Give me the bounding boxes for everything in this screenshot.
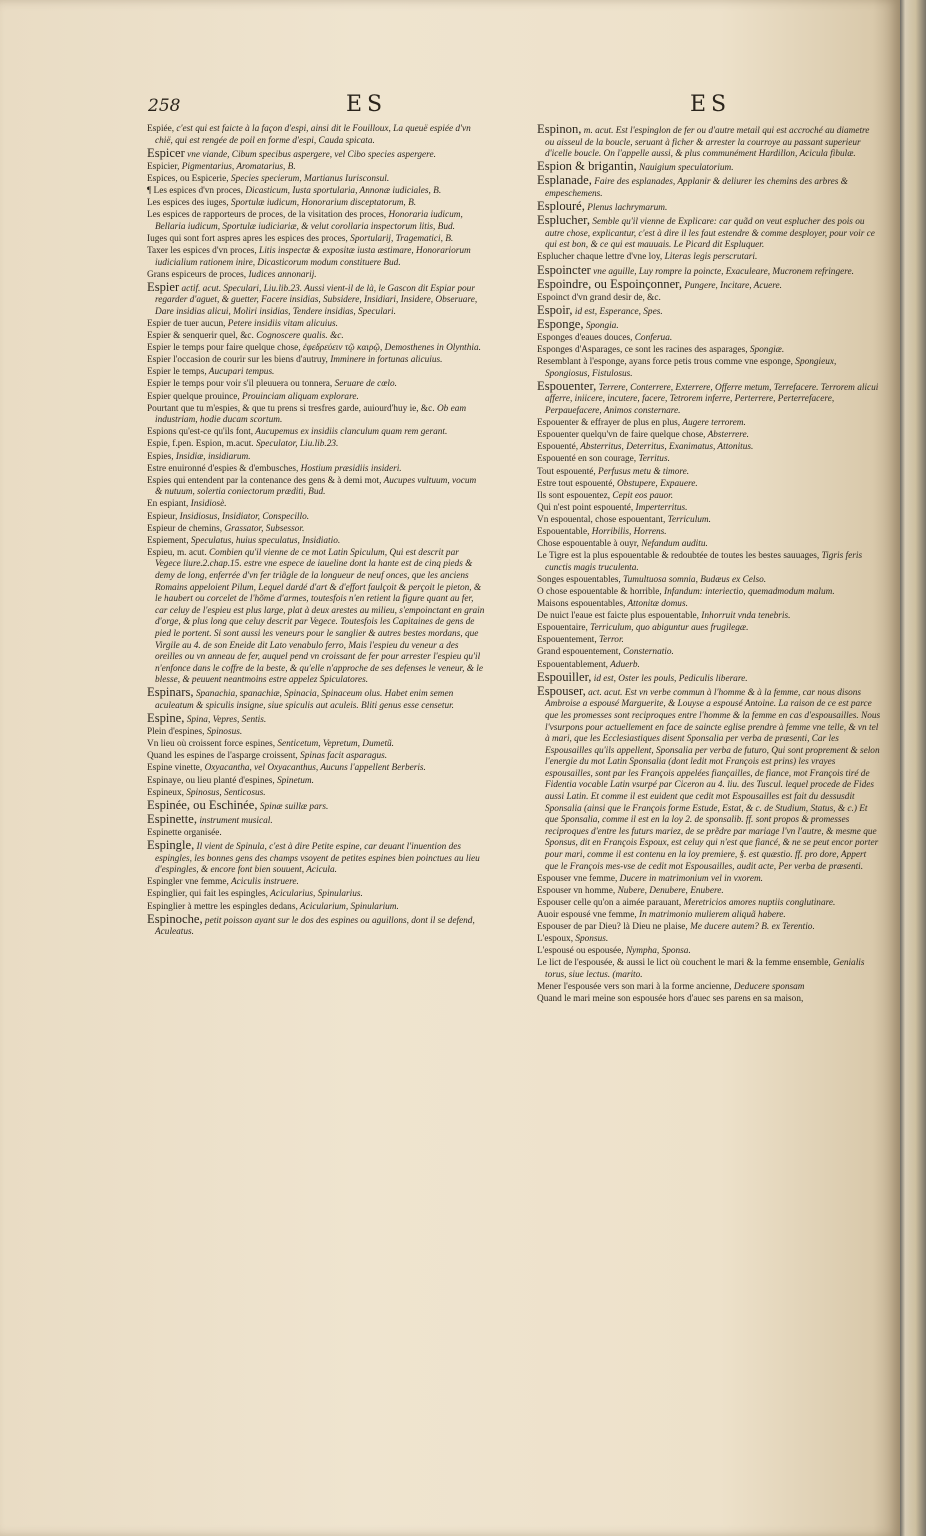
entry-headword: Espies,: [147, 451, 174, 462]
entry-definition: Deducere sponsam: [731, 982, 805, 993]
entry-definition: m. acut. Est l'espinglon de fer ou d'autre metail qui est accroché au diametre ou aisseul de la boucle, seruant à ficher & arrester la courroye au passant superieur d'icelle boucle. On l'appelle aussi, & plus communément Hardillon, Acicula fibulæ.: [545, 126, 870, 160]
entry-headword: Espinon,: [537, 124, 582, 136]
dictionary-entry: [147, 776, 485, 788]
entry-headword: Espouser vne femme,: [537, 873, 618, 884]
dictionary-entry: [147, 811, 485, 828]
dictionary-entry: [147, 439, 485, 451]
entry-definition: Iudices annonarij.: [246, 269, 317, 280]
entry-headword: Taxer les espices d'vn proces,: [147, 245, 257, 256]
entry-headword: Grand espouentement,: [537, 647, 621, 658]
dictionary-entry: [537, 874, 881, 886]
entry-headword: Esplanade,: [537, 173, 592, 188]
entry-definition: In matrimonio mulierem aliquã habere.: [636, 910, 786, 920]
entry-headword: Le lict de l'espousée, & aussi le lict où couchent le mari & la femme ensemble,: [537, 958, 831, 969]
entry-definition: Plenus lachrymarum.: [584, 203, 668, 214]
dictionary-entry: [537, 316, 881, 333]
entry-headword: Espouser celle qu'on a aimée parauant,: [537, 897, 682, 908]
entry-definition: Nubere, Denubere, Enubere.: [615, 885, 724, 896]
dictionary-entry: [147, 739, 485, 751]
entry-headword: Esplucher chaque lettre d'vne loy,: [537, 252, 663, 263]
entry-definition: Ob eam industriam, hodie ducam scortum.: [155, 403, 467, 426]
entry-definition: Terriculum.: [665, 514, 711, 525]
entry-headword: Estre tout espouenté,: [537, 478, 615, 489]
entry-definition: Augere terrorem.: [680, 418, 746, 429]
entry-headword: Espoir,: [537, 302, 573, 317]
entry-definition: Senticetum, Vepretum, Dumetũ.: [275, 739, 394, 750]
entry-headword: Espie, f.pen. Espion, m.acut.: [147, 439, 254, 450]
entry-headword: Espineux,: [147, 787, 184, 798]
dictionary-entry: [537, 683, 881, 874]
entry-headword: Le Tigre est la plus espouentable & redoubtée de toutes les bestes sauuages,: [537, 551, 820, 562]
entry-definition: Literas legis perscrutari.: [662, 252, 758, 263]
dictionary-entry: [147, 270, 485, 282]
dictionary-entry: [147, 343, 485, 355]
entry-headword: Pourtant que tu m'espies, & que tu prens si tresfres garde, auiourd'huy ie, &c.: [147, 403, 435, 414]
entry-headword: Espine vinette,: [147, 763, 203, 774]
entry-headword: Espouenter & effrayer de plus en plus,: [537, 418, 681, 429]
dictionary-entry: [147, 162, 485, 174]
dictionary-entry: [147, 452, 485, 464]
dictionary-entry: [147, 145, 485, 162]
entry-headword: Espier quelque prouince,: [147, 391, 240, 402]
entry-definition: Aduerb.: [608, 659, 640, 670]
dictionary-entry: [147, 687, 485, 712]
dictionary-entry: [537, 515, 881, 527]
entry-definition: Insidiæ, insidiarum.: [173, 451, 251, 462]
dictionary-entry: [147, 367, 485, 379]
dictionary-entry: [147, 427, 485, 439]
dictionary-entry: [537, 669, 881, 686]
dictionary-entry: [537, 958, 881, 981]
dictionary-entry: [147, 355, 485, 367]
entry-definition: Spinosus, Senticosus.: [183, 787, 266, 798]
dictionary-entry: [147, 476, 485, 499]
entry-headword: Mener l'espousée vers son mari à la forme ancienne,: [537, 982, 732, 993]
entry-headword: Espinée, ou Eschinée,: [147, 797, 258, 812]
dictionary-entry: [147, 464, 485, 476]
entry-headword: Espier & senquerir quel, &c.: [147, 331, 254, 342]
entry-headword: Quand les espines de l'asparge croissent,: [147, 751, 298, 762]
entry-headword: En espiant,: [147, 499, 189, 510]
entry-definition: Sportularij, Tragematici, B.: [347, 233, 454, 244]
entry-definition: Obstupere, Expauere.: [614, 478, 698, 489]
entry-headword: L'espousé ou espousée,: [537, 946, 624, 957]
dictionary-entry: [147, 186, 485, 198]
dictionary-entry: [147, 877, 485, 889]
entry-definition: Semble qu'il vienne de Explicare: car quãd on veut esplucher des pois ou autre chose, explicantur, c'est à dire il les faut estendre & comme desployer, pour voir ce qui est bon, & ce qui est mauuais. Le Picard dit Espluquer.: [545, 217, 875, 251]
entry-headword: Auoir espousé vne femme,: [537, 910, 637, 920]
dictionary-entry: [537, 479, 881, 491]
entry-headword: Esponges d'Asparages, ce sont les racines des asparages,: [537, 345, 748, 356]
entry-headword: Espingle,: [147, 838, 195, 853]
entry-headword: Espions qu'est-ce qu'ils font,: [147, 427, 254, 438]
entry-headword: Ils sont espouentez,: [537, 490, 611, 501]
dictionary-entry: [147, 246, 485, 269]
entry-definition: Meretricios amores nuptiis conglutinare.: [681, 897, 836, 908]
entry-definition: Aucupemus ex insidiis clanculum quam rem gerant.: [253, 427, 448, 438]
entry-definition: Consternatio.: [620, 647, 674, 658]
entry-headword: Espieur de chemins,: [147, 523, 223, 534]
entry-headword: Espinaye, ou lieu planté d'espines,: [147, 775, 275, 786]
entry-definition: Spinæ suillæ pars.: [257, 801, 329, 812]
dictionary-entry: [147, 536, 485, 548]
entry-definition: Me ducere autem? B. ex Terentio.: [687, 922, 815, 933]
entry-definition: Tumultuosa somnia, Budæus ex Celso.: [620, 574, 767, 585]
entry-headword: Espouenté en son courage,: [537, 454, 637, 465]
entry-headword: Qui n'est point espouenté,: [537, 502, 634, 513]
entry-definition: Cognoscere qualis. &c.: [253, 331, 344, 342]
entry-definition: Spina, Vepres, Sentis.: [184, 715, 267, 726]
entry-definition: Nauigium speculatorium.: [636, 163, 734, 174]
entry-headword: Espinette organisée.: [147, 827, 222, 838]
entry-headword: Espicer: [147, 145, 185, 160]
entry-headword: Estre enuironné d'espies & d'embusches,: [147, 463, 299, 474]
entry-definition: Dicasticum, Iusta sportularia, Annonæ iudiciales, B.: [243, 185, 442, 196]
dictionary-entry: [537, 934, 881, 946]
dictionary-entry: [537, 635, 881, 647]
entry-headword: Resemblant à l'esponge, ayans force petis trous comme vne esponge,: [537, 357, 793, 368]
dictionary-entry: [147, 797, 485, 814]
entry-definition: Absterrere.: [705, 430, 750, 441]
entry-headword: Espoindre, ou Espoinçonner,: [537, 276, 682, 291]
entry-definition: Genialis torus, siue lectus. (marito.: [545, 958, 865, 980]
entry-headword: Maisons espouentables,: [537, 599, 626, 610]
dictionary-entry: [147, 548, 485, 687]
dictionary-entry: [537, 527, 881, 539]
dictionary-entry: [537, 357, 881, 380]
dictionary-entry: [147, 234, 485, 246]
dictionary-entry: [147, 404, 485, 427]
entry-headword: Espouentaire,: [537, 623, 588, 634]
entry-headword: Espouenter,: [537, 378, 597, 393]
entry-headword: ¶ Les espices d'vn proces,: [147, 185, 243, 196]
entry-definition: Pigmentarius, Aromatarius, B.: [179, 161, 296, 172]
page-number: 258: [148, 96, 181, 116]
entry-definition: Inhorruit vnda tenebris.: [698, 611, 791, 622]
entry-definition: Hostium præsidiis insideri.: [298, 463, 402, 474]
entry-definition: Horribilis, Horrens.: [589, 527, 667, 537]
entry-headword: L'espoux,: [537, 934, 574, 945]
entry-headword: Tout espouenté,: [537, 466, 596, 477]
entry-headword: Espinglier, qui fait les espingles,: [147, 889, 268, 900]
dictionary-entry: [537, 587, 881, 599]
dictionary-entry: [537, 276, 881, 293]
entry-headword: Espinoche,: [147, 911, 203, 926]
entry-headword: Espieu, m. acut.: [147, 547, 207, 558]
entry-definition: Oxyacantha, vel Oxyacanthus, Aucuns l'appellent Berberis.: [202, 763, 426, 774]
entry-headword: Iuges qui sont fort aspres apres les espices des proces,: [147, 233, 348, 244]
entry-headword: Espier le temps pour voir s'il pleuuera ou tonnera,: [147, 379, 333, 390]
facing-page-edge: [900, 0, 926, 1536]
entry-definition: Spanachia, spanachiæ, Spinacia, Spinaceum olus. Habet enim semen aculeatum & spiculis insigne, siue spiculis aut aculeis. Bliti genus esse censetur.: [155, 689, 455, 711]
entry-definition: Grassator, Subsessor.: [222, 523, 305, 534]
entry-headword: Espier de tuer aucun,: [147, 319, 226, 329]
dictionary-entry: [537, 345, 881, 357]
entry-definition: Aucupari tempus.: [206, 367, 275, 378]
entry-definition: Terrere, Conterrere, Exterrere, Offerre metum, Terrefacere. Terrorem alicui afferre, iniicere, incutere, facere, Tetrorem inferre, Perterrere, Perterrefacere, Perpauefacere, Animos consternare.: [545, 382, 879, 417]
entry-headword: Espoincter: [537, 262, 591, 277]
dictionary-entry: [537, 378, 881, 418]
entry-headword: Espices, ou Espicerie,: [147, 173, 229, 184]
entry-headword: Espouenté,: [537, 442, 579, 453]
entry-definition: Spinetum.: [274, 775, 314, 786]
entry-definition: Terriculum, quo abiguntur aues frugilegæ.: [587, 623, 749, 634]
entry-definition: Seruare de cœlo.: [332, 379, 397, 390]
entry-headword: Vn espouental, chose espouentant,: [537, 514, 666, 525]
dictionary-entry: [537, 982, 881, 994]
entry-headword: Les espices de rapporteurs de proces, de la visitation des proces,: [147, 210, 387, 221]
entry-headword: Espion & brigantin,: [537, 159, 637, 174]
dictionary-entry: [147, 524, 485, 536]
dictionary-entry: [147, 828, 485, 840]
entry-headword: Espouenter quelqu'vn de faire quelque chose,: [537, 430, 706, 441]
dictionary-entry: [147, 499, 485, 511]
entry-definition: Nympha, Sponsa.: [623, 946, 691, 957]
entry-headword: Chose espouentable à ouyr,: [537, 539, 639, 550]
dictionary-entry: [537, 333, 881, 345]
entry-headword: Espinglier à mettre les espingles dedans,: [147, 901, 298, 912]
dictionary-entry: [537, 302, 881, 319]
entry-definition: Imminere in fortunas alicuius.: [327, 355, 443, 366]
entry-headword: Esponge,: [537, 316, 584, 331]
entry-definition: ἐφεδρεύειν τῷ καιρῷ, Demosthenes in Olynthia.: [300, 343, 481, 354]
entry-headword: Espine,: [147, 711, 185, 726]
dictionary-entry: [537, 442, 881, 454]
dictionary-entry: [537, 539, 881, 551]
entry-definition: Infandum: interiectio, quemadmodum malum.: [661, 586, 835, 597]
dictionary-entry: [147, 911, 485, 939]
dictionary-entry: [147, 279, 485, 319]
entry-definition: id est, Esperance, Spes.: [572, 306, 663, 317]
dictionary-entry: [537, 454, 881, 466]
entry-headword: Espiement,: [147, 535, 189, 546]
entry-definition: Spongieux, Spongiosus, Fistulosus.: [545, 357, 837, 379]
dictionary-entry: [537, 503, 881, 515]
entry-headword: Espieur,: [147, 511, 178, 522]
entry-definition: Terror.: [596, 635, 624, 646]
entry-headword: Vn lieu où croissent force espines,: [147, 739, 276, 750]
entry-headword: Grans espiceurs de proces,: [147, 269, 247, 280]
dictionary-entry: [147, 392, 485, 404]
entry-definition: Attonitæ domus.: [625, 599, 688, 610]
entry-headword: Espouser,: [537, 683, 586, 698]
entry-definition: instrument musical.: [197, 815, 273, 826]
entry-headword: Espingler vne femme,: [147, 877, 229, 888]
dictionary-entry: [147, 889, 485, 901]
entry-headword: Espoinct d'vn grand desir de, &c.: [537, 292, 661, 303]
dictionary-entry: [147, 174, 485, 186]
page-header: [0, 92, 900, 122]
entry-headword: Espouentable,: [537, 527, 590, 537]
entry-headword: Espinette,: [147, 811, 198, 826]
dictionary-entry: [147, 751, 485, 763]
dictionary-entry: [537, 215, 881, 252]
entry-definition: Imperterritus.: [633, 502, 688, 513]
entry-definition: Spinosus.: [204, 727, 243, 738]
entry-definition: Insidiosus, Insidiator, Conspecillo.: [177, 511, 310, 522]
dictionary-entry: [537, 418, 881, 430]
dictionary-entry: [147, 840, 485, 877]
entry-headword: Espouentablement,: [537, 659, 608, 670]
entry-definition: Acicularium, Spinularium.: [297, 901, 399, 912]
dictionary-entry: [537, 293, 881, 305]
entry-headword: Espicier,: [147, 161, 180, 172]
entry-definition: id est, Oster les pouls, Pediculis liberare.: [591, 673, 748, 684]
entry-definition: Prouinciam aliquam explorare.: [239, 391, 359, 402]
dictionary-entry: [147, 210, 485, 233]
entry-definition: Spinas facit asparagus.: [297, 751, 388, 762]
entry-definition: Insidiosè.: [188, 499, 227, 510]
entry-headword: Espier le temps,: [147, 367, 207, 378]
entry-definition: Spongiæ.: [747, 345, 785, 356]
running-head-left: ES: [346, 92, 388, 117]
entry-definition: Cepit eos pauor.: [610, 490, 674, 501]
entry-headword: Espinars,: [147, 685, 194, 700]
entry-headword: Espouser de par Dieu? là Dieu ne plaise,: [537, 922, 688, 933]
entry-definition: vne viande, Cibum specibus aspergere, vel Cibo species aspergere.: [184, 149, 436, 160]
entry-headword: Espier l'occasion de courir sur les biens d'autruy,: [147, 355, 328, 366]
entry-headword: Esplucher,: [537, 213, 591, 228]
entry-headword: Espier: [147, 279, 180, 294]
entry-definition: Conferua.: [632, 333, 673, 343]
dictionary-entry: [147, 319, 485, 331]
entry-definition: Perfusus metu & timore.: [595, 466, 690, 477]
entry-definition: Il vient de Spinula, c'est à dire Petite espine, car deuant l'inuention des espingles, les bonnes gens des champs vsoyent de petites espines bien poinctues au lieu d'espingles, & encore font bien souuent, Acicula.: [155, 842, 480, 876]
dictionary-entry: [537, 551, 881, 574]
entry-definition: Tigris feris cunctis magis truculenta.: [545, 551, 863, 573]
entry-headword: Songes espouentables,: [537, 574, 621, 585]
entry-headword: Espouser vn homme,: [537, 885, 616, 896]
entry-headword: Espouentement,: [537, 635, 597, 646]
entry-definition: act. acut. Est vn verbe commun à l'homme & à la femme, car nous disons Ambroise a espousé Marguerite, & Louyse a espousé Antoine. La raison de ce est parce que les promesses sont reciproques entre l'homme & la femme en cas d'espousailles. Nous l'vsurpons pour actuellement en face de saincte eglise prendre à femme vne telle, & vn tel à mari, que les Ecclesiastiques disent Sponsalia per verba de præsenti, Car les Espousailles qu'ils appellent, Sponsalia per verba de futuro, Qui sont proprement & selon l'energie du mot Latin Sponsalia (dont ledit mot François est prins) les vrayes espousailles, sont par les François appelées fiançailles, de fiance, mot François tiré de Fidentia vocable Latin vsurpé par Ciceron au 4. liu. des Tuscul. lequel procede de Fides aussi Latin. Et comme il est euident que cedit mot Espousailles est fait du dessusdit Sponsalia (ainsi que le François forme Estude, Estat, & c. de Studium, Status, & c.) Et que Sponsalia, comme il est en la loy 2. de sponsalib. ff. sont propos & promesses reciproques d'entre les futurs mariez, de se prẽdre par mariage l'vn l'autre, & mesme que Sponsus, dit en François Espoux, est celuy qui n'est que fiancé, & ne se peut encor porter pour mari, comme il est contenu en la loy premiere, §. est quæstio. ff. pro dore, Appert que le François mes-vse de cedit mot Espousailles, audit acte, Per verba de præsenti.: [545, 687, 881, 872]
entry-definition: Pungere, Incitare, Acuere.: [682, 280, 782, 291]
entry-headword: Espies qui entendent par la contenance des gens & à demi mot,: [147, 475, 382, 486]
entry-definition: Sportulæ iudicum, Honorarium disceptatorum, B.: [228, 198, 417, 209]
entry-definition: c'est qui est faicte à la façon d'espi, ainsi dit le Fouilloux, La queuë espiée d'vn chië, qui est rengée de poil en forme d'espi, Cauda spicata.: [155, 124, 471, 146]
entry-definition: petit poisson ayant sur le dos des espines ou aguillons, dont il se defend, Aculeatus.: [155, 915, 475, 938]
entry-definition: Ducere in matrimonium vel in vxorem.: [617, 873, 763, 884]
dictionary-entry: [147, 379, 485, 391]
entry-definition: Absterritus, Deterritus, Exanimatus, Attonitus.: [578, 442, 754, 453]
dictionary-entry: [537, 922, 881, 934]
entry-headword: Esplouré,: [537, 199, 585, 214]
right-column: [537, 124, 881, 1349]
entry-headword: Espiée,: [147, 124, 175, 134]
entry-definition: Sponsus.: [573, 934, 609, 945]
dictionary-entry: [537, 599, 881, 611]
dictionary-entry: [147, 727, 485, 739]
entry-definition: vne aguille, Luy rompre la poincte, Exaculeare, Mucronem refringere.: [590, 266, 854, 277]
dictionary-entry: [537, 647, 881, 659]
entry-headword: De nuict l'eaue est faicte plus espouentable,: [537, 611, 699, 622]
dictionary-entry: [537, 124, 881, 161]
entry-definition: Speculator, Liu.lib.23.: [253, 439, 339, 450]
entry-headword: Esponges d'eaues douces,: [537, 333, 633, 343]
entry-definition: Petere insidiis vitam alicuius.: [225, 319, 338, 329]
dictionary-entry: [147, 124, 485, 147]
entry-definition: Combien qu'il vienne de ce mot Latin Spiculum, Qui est descrit par Vegece liure.2.chap.15. estre vne espece de iaueline dont la hante est de cinq pieds & demy de long, enferrée d'vn fer triãgle de la longueur de neuf onces, que les anciens Romains appeloient Pilum, Lequel dardé d'art & d'effort faulçoit & perçoit le pieton, & le haubert ou corcelet de l'hõme d'armes, toutesfois n'en retient la figure quant au fer, car celuy de l'espieu est plus large, plat à deux arestes au milieu, s'empoinctant en grain d'orge, & plus long que celuy descrit par Vegece. Toutesfois les Capitaines de gens de pied le portent. Si sont aussi les veneurs pour le sanglier & autres bestes mordans, que Virgile au 4. de son Eneide dit Lato venabulo ferro, Mais l'espieu du veneur a des oreilles ou vn anneau de fer, auquel pend vn croissant de fer pour arrester l'espieu qu'il n'enfonce dans le coffre de la beste, & qu'elle n'approche de ses defenses le veneur, & le blesse, & peuuent neantmoins estre appelez Spiculatores.: [155, 547, 485, 686]
entry-headword: Espier le temps pour faire quelque chose,: [147, 343, 301, 354]
dictionary-entry: [537, 623, 881, 635]
dictionary-entry: [147, 198, 485, 210]
dictionary-entry: [537, 575, 881, 587]
running-head-right: ES: [690, 92, 732, 117]
dictionary-entry: [537, 491, 881, 503]
dictionary-entry: [537, 994, 881, 1006]
entry-definition: Honoraria iudicum, Bellaria iudicum, Sportulæ iudiciariæ, & velut corollaria inspectorum litis, Bud.: [155, 210, 463, 232]
dictionary-entry: [537, 430, 881, 442]
dictionary-entry: [147, 331, 485, 343]
entry-headword: Les espices des iuges,: [147, 198, 229, 209]
dictionary-entry: [147, 763, 485, 775]
left-column: [147, 124, 485, 1349]
entry-headword: Espouiller,: [537, 669, 592, 684]
dictionary-entry: [537, 910, 881, 922]
entry-definition: Species specierum, Martianus Iurisconsul.: [228, 173, 390, 184]
dictionary-entry: [537, 175, 881, 200]
dictionary-entry: [537, 886, 881, 898]
entry-definition: Aucupes vultuum, vocum & nutuum, solertia coniectorum præditi, Bud.: [155, 475, 477, 498]
dictionary-entry: [537, 467, 881, 479]
entry-definition: Spongia.: [583, 320, 619, 331]
entry-definition: Territus.: [636, 454, 670, 465]
entry-definition: Acicularius, Spinularius.: [267, 889, 363, 900]
entry-definition: Faire des esplanades, Applanir & deliurer les chemins des arbres & empeschemens.: [545, 177, 848, 199]
entry-definition: actif. acut. Speculari, Liu.lib.23. Aussi vient-il de là, le Gascon dit Espiar pour regarder d'aguet, & guetter, Facere insidias, Subsidere, Insidiari, Insidere, Obseruare, Dare insidias alicui, Moliri insidias, Tendere insidias, Speculari.: [155, 283, 478, 317]
dictionary-entry: [147, 713, 485, 727]
dictionary-entry: [537, 898, 881, 910]
dictionary-entry: [537, 611, 881, 623]
entry-headword: Quand le mari meine son espousée hors d'auec ses parens en sa maison,: [537, 994, 804, 1005]
entry-headword: O chose espouentable & horrible,: [537, 586, 662, 597]
entry-definition: Litis inspectæ & expositæ iusta æstimare, Honorariorum iudicialium rationem inire, Dicasticorum modum constituere Bud.: [155, 245, 471, 268]
entry-headword: Plein d'espines,: [147, 727, 205, 738]
entry-definition: Nefandum auditu.: [638, 539, 708, 550]
dictionary-entry: [147, 512, 485, 524]
entry-definition: Aciculis instruere.: [228, 877, 299, 888]
dictionary-entry: [537, 946, 881, 958]
entry-definition: Speculatus, huius speculatus, Insidiatio.: [188, 535, 341, 546]
